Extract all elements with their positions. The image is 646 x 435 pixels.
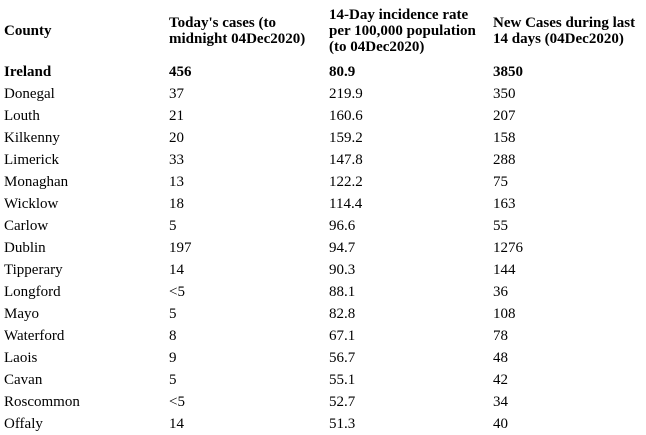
incidence-rate-cell: 82.8	[329, 306, 356, 322]
new-cases-cell: 40	[493, 416, 508, 432]
new-cases-cell: 108	[493, 306, 516, 322]
table-row	[0, 105, 646, 127]
incidence-rate-cell: 160.6	[329, 108, 363, 124]
table-row-total	[0, 61, 646, 83]
incidence-rate-cell: 67.1	[329, 328, 356, 344]
todays-cases-cell: 13	[169, 174, 184, 190]
todays-cases-cell: 5	[169, 306, 177, 322]
table-row	[0, 413, 646, 435]
header-row	[0, 0, 646, 61]
table-row	[0, 215, 646, 237]
incidence-rate-cell: 159.2	[329, 130, 363, 146]
table-row	[0, 149, 646, 171]
todays-cases-cell: 456	[169, 64, 192, 80]
new-cases-cell: 1276	[493, 240, 523, 256]
county-cell: Waterford	[4, 328, 65, 344]
todays-cases-cell: 9	[169, 350, 177, 366]
table-row	[0, 303, 646, 325]
todays-cases-cell: <5	[169, 394, 185, 410]
incidence-rate-cell: 219.9	[329, 86, 363, 102]
todays-cases-cell: 8	[169, 328, 177, 344]
incidence-rate-cell: 80.9	[329, 64, 356, 80]
county-cell: Roscommon	[4, 394, 80, 410]
new-cases-cell: 288	[493, 152, 516, 168]
table-row	[0, 193, 646, 215]
todays-cases-cell: 20	[169, 130, 184, 146]
column-header-county: County	[4, 23, 52, 39]
county-cell: Donegal	[4, 86, 55, 102]
incidence-rate-cell: 96.6	[329, 218, 356, 234]
county-cell: Ireland	[4, 64, 52, 80]
todays-cases-cell: 37	[169, 86, 184, 102]
incidence-rate-cell: 56.7	[329, 350, 356, 366]
county-cell: Carlow	[4, 218, 49, 234]
table-row	[0, 391, 646, 413]
county-cell: Longford	[4, 284, 61, 300]
new-cases-cell: 42	[493, 372, 508, 388]
todays-cases-cell: 33	[169, 152, 184, 168]
new-cases-cell: 3850	[493, 64, 523, 80]
table-row	[0, 369, 646, 391]
new-cases-cell: 78	[493, 328, 508, 344]
todays-cases-cell: 21	[169, 108, 184, 124]
new-cases-cell: 207	[493, 108, 516, 124]
incidence-rate-cell: 51.3	[329, 416, 356, 432]
new-cases-cell: 144	[493, 262, 516, 278]
county-cell: Wicklow	[4, 196, 59, 212]
county-cell: Offaly	[4, 416, 43, 432]
table-row	[0, 127, 646, 149]
county-cell: Monaghan	[4, 174, 69, 190]
column-header-todays-cases: Today's cases (to midnight 04Dec2020)	[169, 15, 306, 47]
todays-cases-cell: 14	[169, 262, 184, 278]
table-row	[0, 171, 646, 193]
todays-cases-cell: 18	[169, 196, 184, 212]
new-cases-cell: 55	[493, 218, 508, 234]
new-cases-cell: 34	[493, 394, 508, 410]
county-cell: Laois	[4, 350, 38, 366]
county-cell: Tipperary	[4, 262, 63, 278]
new-cases-cell: 163	[493, 196, 516, 212]
table-row	[0, 281, 646, 303]
todays-cases-cell: 197	[169, 240, 192, 256]
column-header-new-cases-14-days: New Cases during last 14 days (04Dec2020)	[493, 15, 636, 47]
todays-cases-cell: <5	[169, 284, 185, 300]
todays-cases-cell: 14	[169, 416, 184, 432]
table-row	[0, 237, 646, 259]
incidence-rate-cell: 90.3	[329, 262, 356, 278]
table-row	[0, 325, 646, 347]
table-row	[0, 259, 646, 281]
county-cell: Cavan	[4, 372, 43, 388]
county-cell: Dublin	[4, 240, 46, 256]
incidence-rate-cell: 147.8	[329, 152, 363, 168]
incidence-rate-cell: 88.1	[329, 284, 356, 300]
new-cases-cell: 75	[493, 174, 508, 190]
incidence-rate-cell: 52.7	[329, 394, 356, 410]
county-cell: Kilkenny	[4, 130, 60, 146]
new-cases-cell: 48	[493, 350, 508, 366]
incidence-rate-cell: 94.7	[329, 240, 356, 256]
new-cases-cell: 158	[493, 130, 516, 146]
column-header-incidence-rate: 14-Day incidence rate per 100,000 population (to 04Dec2020)	[329, 7, 476, 55]
todays-cases-cell: 5	[169, 218, 177, 234]
new-cases-cell: 36	[493, 284, 508, 300]
table-row	[0, 347, 646, 369]
incidence-rate-cell: 114.4	[329, 196, 363, 212]
table-row	[0, 83, 646, 105]
todays-cases-cell: 5	[169, 372, 177, 388]
county-cell: Louth	[4, 108, 40, 124]
table-body	[0, 61, 646, 435]
new-cases-cell: 350	[493, 86, 516, 102]
county-cell: Mayo	[4, 306, 39, 322]
incidence-rate-cell: 55.1	[329, 372, 356, 388]
county-cell: Limerick	[4, 152, 59, 168]
incidence-rate-cell: 122.2	[329, 174, 363, 190]
